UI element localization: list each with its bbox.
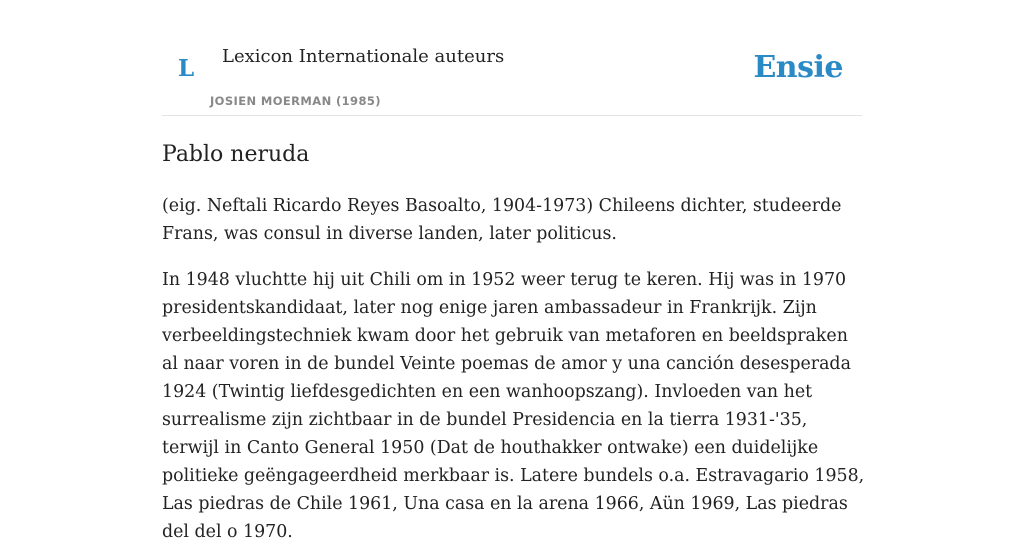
site-header bbox=[162, 0, 862, 116]
article-title: Pablo neruda bbox=[162, 142, 310, 167]
article-paragraph: (eig. Neftali Ricardo Reyes Basoalto, 1904-1973) Chileens dichter, studeerde Frans, was consul in diverse landen, later politicus. bbox=[162, 196, 842, 244]
book-author: JOSIEN MOERMAN (1985) bbox=[210, 94, 381, 108]
book-title-link[interactable]: Lexicon Internationale auteurs bbox=[222, 46, 505, 67]
book-letter-badge[interactable]: L bbox=[178, 55, 195, 82]
article-paragraph: In 1948 vluchtte hij uit Chili om in 1952 weer terug te keren. Hij was in 1970 presidentskandidaat, later nog enige jaren ambassadeur in Frankrijk. Zijn verbeeldingstechniek kwam door het gebruik van metaforen en beeldspraken al naar voren in de bundel Veinte poemas de amor y una canción desesperada 1924 (Twintig liefdesgedichten en een wanhoopszang). Invloeden van het surrealisme zijn zichtbaar in de bundel Presidencia en la tierra 1931-'35, terwijl in Canto General 1950 (Dat de houthakker ontwake) een duidelijke politieke geëngageerdheid merkbaar is. Latere bundels o.a. Estravagario 1958, Las piedras de Chile 1961, Una casa en la arena 1966, Aün 1969, Las piedras del del o 1970. bbox=[162, 270, 865, 542]
ensie-logo-link[interactable]: Ensie bbox=[753, 50, 843, 85]
article bbox=[162, 140, 867, 546]
